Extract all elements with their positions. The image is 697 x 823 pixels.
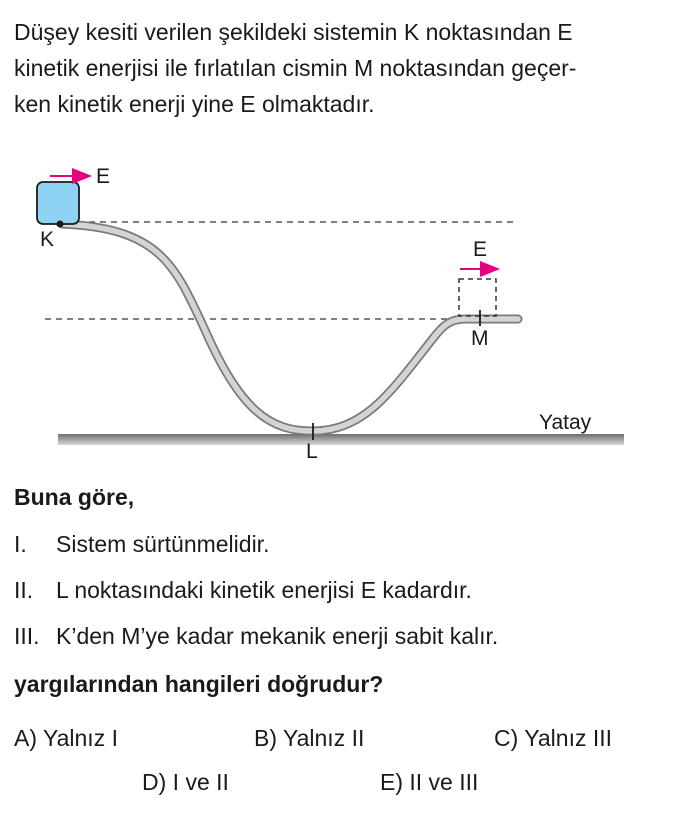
question-line-3: ken kinetik enerji yine E olmaktadır. — [14, 91, 375, 117]
label-k: K — [40, 228, 55, 251]
prompt-text: yargılarından hangileri doğrudur? — [14, 671, 384, 697]
point-k-dot — [57, 221, 64, 228]
question-line-1: Düşey kesiti verilen şekildeki sistemin K noktasından E — [14, 19, 573, 45]
option-e[interactable]: E) II ve III — [380, 769, 479, 795]
statement-3-text: K’den M’ye kadar mekanik enerji sabit kalır. — [56, 623, 499, 649]
intro-text: Buna göre, — [14, 484, 135, 510]
label-m: M — [471, 327, 489, 350]
track — [62, 224, 518, 431]
question-line-2: kinetik enerjisi ile fırlatılan cismin M noktasından geçer- — [14, 55, 577, 81]
label-ground: Yatay — [539, 411, 592, 434]
dashed-block-m — [459, 279, 496, 316]
label-l: L — [306, 440, 318, 463]
block — [37, 182, 79, 224]
statement-3-number: III. — [14, 623, 40, 649]
option-a[interactable]: A) Yalnız I — [14, 725, 118, 751]
ground — [58, 434, 624, 445]
option-d[interactable]: D) I ve II — [142, 769, 229, 795]
option-c[interactable]: C) Yalnız III — [494, 725, 613, 751]
option-b[interactable]: B) Yalnız II — [254, 725, 365, 751]
statement-1-text: Sistem sürtünmelidir. — [56, 531, 270, 557]
statement-1 — [14, 531, 269, 558]
question-text — [14, 14, 684, 122]
label-e-m: E — [473, 238, 488, 261]
statement-2-number: II. — [14, 577, 34, 603]
statement-2-text: L noktasındaki kinetik enerjisi E kadardır. — [56, 577, 472, 603]
track-figure — [0, 150, 697, 470]
statement-1-number: I. — [14, 531, 27, 557]
label-e-top: E — [96, 165, 111, 188]
statement-3 — [14, 623, 498, 650]
statement-2 — [14, 577, 472, 604]
